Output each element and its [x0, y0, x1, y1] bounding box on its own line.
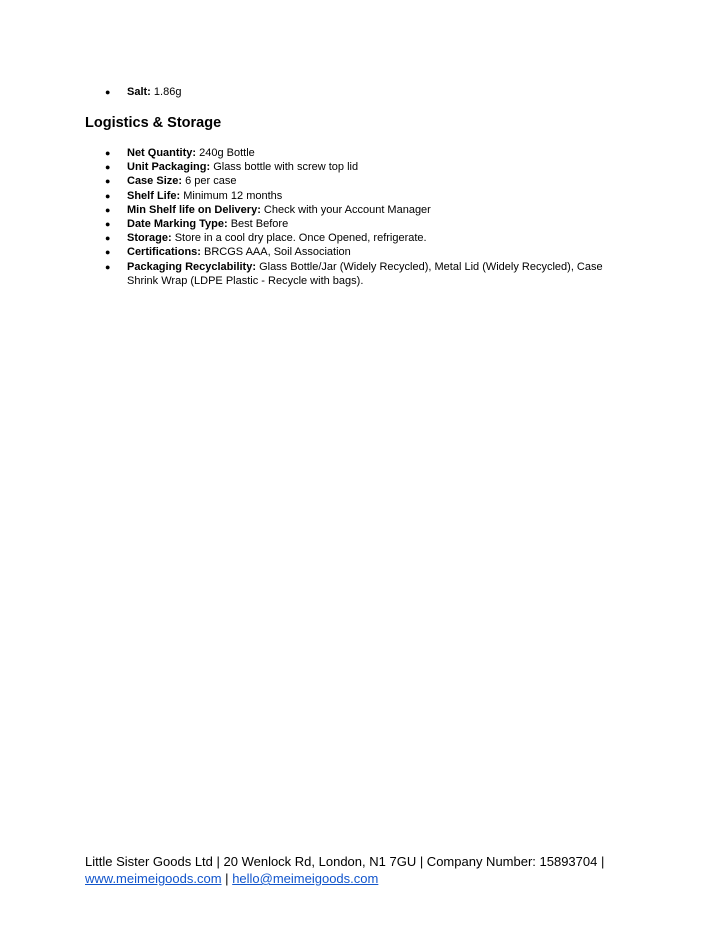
list-item — [0, 189, 620, 203]
item-label: Unit Packaging: — [127, 161, 211, 174]
item-label: Storage: — [127, 232, 172, 245]
item-label: Shelf Life: — [127, 189, 181, 202]
list-item — [0, 231, 620, 245]
item-value: 240g Bottle — [199, 147, 255, 159]
item-label: Certifications: — [127, 246, 201, 259]
item-value: Store in a cool dry place. Once Opened, refrigerate. — [174, 232, 427, 245]
bullet-icon: ● — [105, 247, 111, 258]
item-label: Net Quantity: — [127, 147, 197, 159]
item-value: BRCGS AAA, Soil Association — [204, 246, 351, 259]
footer-separator: | — [225, 871, 229, 886]
item-value: Minimum 12 months — [183, 189, 283, 202]
list-item — [0, 260, 620, 288]
item-value: Glass Bottle/Jar (Widely Recycled), Metal Lid (Widely Recycled), Case Shrink Wrap (LDPE Plastic - Recycle with bags). — [127, 260, 603, 287]
bullet-icon: ● — [105, 162, 111, 173]
logistics-list — [0, 146, 620, 288]
website-link[interactable]: www.meimeigoods.com — [85, 871, 222, 886]
footer-company-line: Little Sister Goods Ltd | 20 Wenlock Rd, London, N1 7GU | Company Number: 15893704 | — [85, 854, 605, 869]
section-heading-logistics: Logistics & Storage — [85, 115, 222, 131]
bullet-icon: ● — [105, 190, 111, 201]
bullet-icon: ● — [105, 148, 111, 158]
list-item — [0, 203, 620, 217]
item-label: Salt: — [127, 86, 151, 98]
bullet-icon: ● — [105, 233, 111, 244]
list-item — [0, 245, 620, 259]
bullet-icon: ● — [105, 219, 111, 230]
list-item — [0, 217, 620, 231]
footer-links-line — [85, 870, 645, 887]
item-label: Date Marking Type: — [127, 218, 228, 231]
list-item — [0, 174, 620, 188]
item-value: Best Before — [230, 218, 289, 231]
item-label: Case Size: — [127, 175, 183, 188]
nutrition-list-continued — [0, 85, 720, 99]
email-link[interactable]: hello@meimeigoods.com — [232, 871, 379, 886]
bullet-icon: ● — [105, 176, 111, 187]
item-value: Check with your Account Manager — [263, 203, 431, 216]
item-value: Glass bottle with screw top lid — [213, 161, 359, 174]
list-item-salt — [0, 85, 720, 99]
list-item — [0, 160, 620, 174]
bullet-icon: ● — [105, 87, 111, 97]
item-value: 1.86g — [153, 86, 182, 98]
bullet-icon: ● — [105, 204, 111, 215]
bullet-icon: ● — [105, 261, 111, 272]
page-footer — [85, 853, 645, 887]
item-label: Packaging Recyclability: — [127, 260, 256, 273]
item-label: Min Shelf life on Delivery: — [127, 203, 261, 216]
item-value: 6 per case — [185, 175, 237, 188]
list-item — [0, 146, 620, 160]
